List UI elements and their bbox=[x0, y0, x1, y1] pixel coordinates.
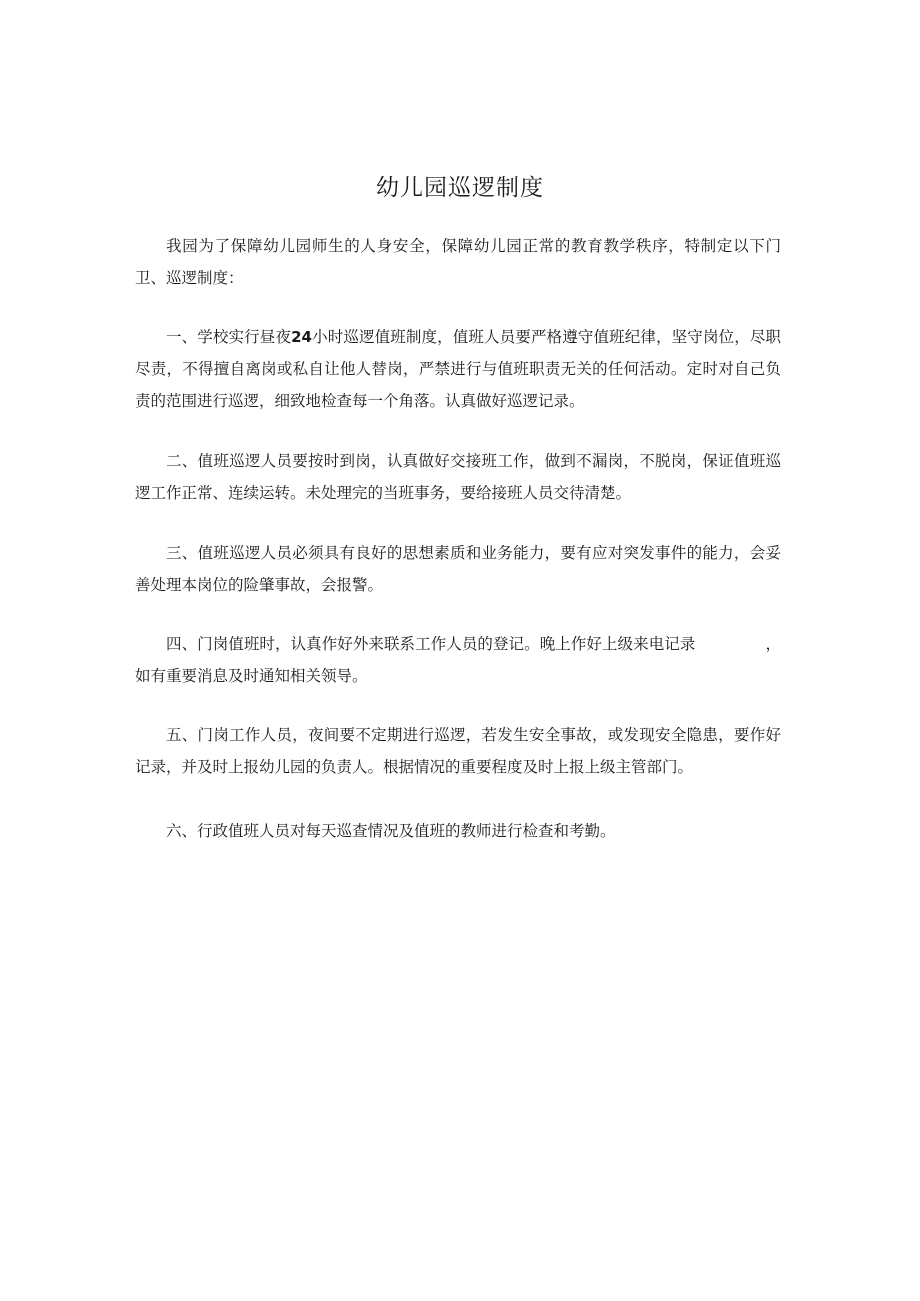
rule-paragraph-1 bbox=[135, 321, 781, 417]
rule-paragraph-5: 五、门岗工作人员，夜间要不定期进行巡逻，若发生安全事故，或发现安全隐患，要作好记录，并及时上报幼儿园的负责人。根据情况的重要程度及时上报上级主管部门。 bbox=[135, 726, 781, 776]
rule-1-hours-number: 24 bbox=[291, 328, 312, 346]
document-title: 幼儿园巡逻制度 bbox=[376, 175, 544, 201]
rule-paragraph-3: 三、值班巡逻人员必须具有良好的思想素质和业务能力，要有应对突发事件的能力，会妥善处理本岗位的险肇事故，会报警。 bbox=[135, 544, 781, 594]
rule-4-text-rest: ，如有重要消息及时通知相关领导。 bbox=[135, 635, 781, 685]
rule-paragraph-4 bbox=[135, 628, 781, 692]
rule-1-text-rest: 小时巡逻值班制度，值班人员要严格遵守值班纪律，坚守岗位，尽职尽责，不得擅自离岗或私自让他人替岗，严禁进行与值班职责无关的任何活动。定时对自己负责的范围进行巡逻，细致地检查每一个角落。认真做好巡逻记录。 bbox=[135, 328, 781, 410]
rule-paragraph-6: 六、行政值班人员对每天巡查情况及值班的教师进行检查和考勤。 bbox=[166, 822, 616, 840]
rule-1-text-start: 一、学校实行昼夜 bbox=[166, 328, 292, 346]
rule-paragraph-2: 二、值班巡逻人员要按时到岗，认真做好交接班工作，做到不漏岗，不脱岗，保证值班巡逻工作正常、连续运转。未处理完的当班事务，要给接班人员交待清楚。 bbox=[135, 452, 781, 502]
intro-paragraph: 我园为了保障幼儿园师生的人身安全，保障幼儿园正常的教育教学秩序，特制定以下门卫、巡逻制度： bbox=[135, 237, 781, 287]
rule-4-text-start: 四、门岗值班时，认真作好外来联系工作人员的登记。晚上作好上级来电记录 bbox=[166, 635, 696, 653]
